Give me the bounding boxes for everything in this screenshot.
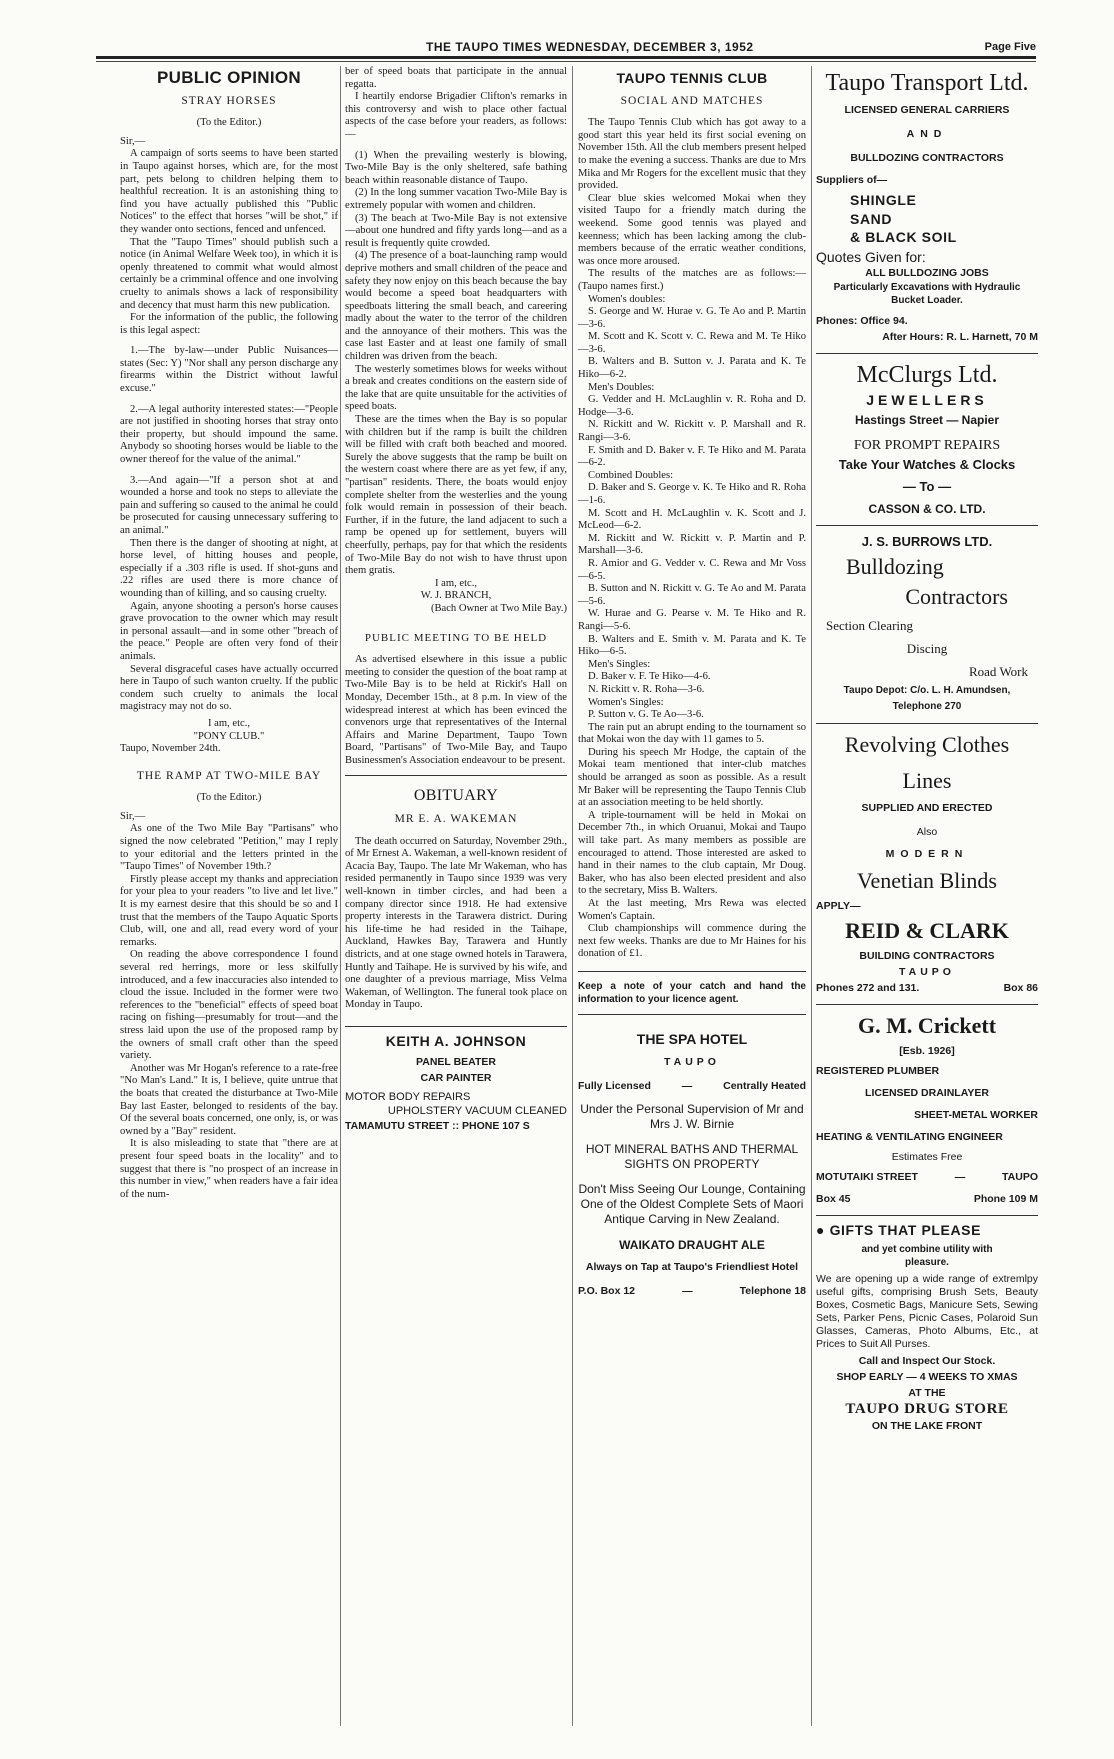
advertiser-name: McClurgs Ltd. bbox=[856, 361, 998, 388]
ad-line: SHINGLE bbox=[850, 192, 917, 208]
match-result: Combined Doubles: bbox=[588, 469, 674, 481]
match-result: Men's Singles: bbox=[588, 658, 651, 670]
match-result: N. Rickitt v. R. Roha—3-6. bbox=[588, 683, 705, 695]
salutation: Sir,— bbox=[120, 135, 146, 147]
ad-line: Estimates Free bbox=[891, 1151, 963, 1164]
match-result: P. Sutton v. G. Te Ao—3-6. bbox=[588, 709, 704, 721]
ad-line: LICENSED GENERAL CARRIERS bbox=[844, 104, 1010, 116]
ad-line: Under the Personal Supervision of Mr and Mrs J. W. Birnie bbox=[580, 1101, 804, 1131]
match-results bbox=[578, 294, 806, 722]
ad-line: After Hours: R. L. Harnett, 70 M bbox=[882, 330, 1038, 343]
obituary-heading: OBITUARY bbox=[413, 787, 499, 805]
paragraph: The rain put an abrupt ending to the tournament so that Mokai won the day with 11 games to 5. bbox=[578, 721, 806, 746]
paragraph: Firstly please accept my thanks and appreciation for your plea to your readers "to live and let live." It is my earnest desire that this should be so and I trust that the members of the Taupo Aquatic Sports Club, will, one and all, read every word of your remarks. bbox=[120, 873, 338, 948]
paragraph: 3.—And again—"If a person shot at and wounded a horse and took no steps to alleviate the pain and suffering so caused to the animal he could be prosecuted for causing unnecessary suffering to an animal." bbox=[120, 474, 338, 536]
ad-line: Particularly Excavations with Hydraulic Bucket Loader. bbox=[833, 281, 1021, 306]
letter-address: (To the Editor.) bbox=[196, 117, 262, 129]
paragraph: At the last meeting, Mrs Rewa was elected Women's Captain. bbox=[578, 898, 806, 922]
ad-line: HEATING & VENTILATING ENGINEER bbox=[816, 1131, 1003, 1144]
ad-line: CAR PAINTER bbox=[420, 1071, 492, 1084]
paragraph: Another was Mr Hogan's reference to a rate-free "No Man's Land." It is, I believe, quite untrue that the boats that created the disturbance at Two-Mile Bay last Easter, belonged to residents of the bay. Of the several boats concerned, one only, is, or was owned by a "Bay" resident. bbox=[120, 1062, 338, 1137]
ad-line: Venetian Blinds bbox=[857, 868, 997, 894]
match-result: R. Amior and G. Vedder v. C. Rewa and Mr Voss—6-5. bbox=[578, 557, 806, 582]
masthead-title: THE TAUPO TIMES WEDNESDAY, DECEMBER 3, 1952 bbox=[426, 40, 754, 54]
match-result: D. Baker v. F. Te Hiko—4-6. bbox=[588, 671, 711, 683]
signature: "PONY CLUB." bbox=[193, 730, 265, 742]
signature: W. J. BRANCH, bbox=[420, 590, 492, 602]
ad-line: AND bbox=[906, 128, 948, 140]
match-result: D. Baker and S. George v. K. Te Hiko and R. Roha—1-6. bbox=[578, 482, 806, 506]
paragraph: On reading the above correspondence I found several red herrings, more or less skilfully introduced, and a few inaccuracies also intended to cloud the issue. Included in the former were two references to the "beneficial" effects of speed boat racing on fishing—presumably for trout—and the stress laid upon the use of the proposed ramp by the owners of small craft other than the speed variety. bbox=[120, 949, 338, 1062]
ad-line: BUILDING CONTRACTORS bbox=[859, 950, 995, 963]
ad-row bbox=[578, 1078, 806, 1094]
section-heading: PUBLIC OPINION bbox=[157, 68, 301, 87]
ad-line: SHEET-METAL WORKER bbox=[914, 1109, 1038, 1122]
ad-line: Telephone 270 bbox=[892, 701, 962, 713]
ad-line: We are opening up a wide range of extremlpy useful gifts, comprising Brush Sets, Beauty Boxes, Cosmetic Bags, Manicure Sets, Sewing Sets, Parker Pens, Picnic Cases, Polaroid Sun Glasses, Cameras, Photo Albums, Etc., at Prices to Suit All Purses. bbox=[816, 1272, 1038, 1350]
paragraph: Club championships will commence during the next few weeks. Thanks are due to Mr Haines for his donation of £1. bbox=[578, 923, 806, 960]
paragraph: Several disgraceful cases have actually occurred here in Taupo of such wanton cruelty. If the public condem such cruelty to animals the local magistracy may not do so. bbox=[120, 663, 338, 713]
match-result: Men's Doubles: bbox=[588, 381, 655, 393]
ad-line: CASSON & CO. LTD. bbox=[868, 502, 986, 517]
ad-taupo-transport bbox=[816, 70, 1038, 345]
ad-line: Section Clearing bbox=[826, 618, 914, 634]
ad-line: Quotes Given for: bbox=[816, 248, 926, 265]
ad-row bbox=[816, 1169, 1038, 1185]
ad-line: Telephone 18 bbox=[739, 1284, 806, 1297]
column-letters-obituary bbox=[345, 66, 567, 1134]
match-result: B. Walters and B. Sutton v. J. Parata and K. Te Hiko—6-2. bbox=[578, 356, 806, 381]
paragraph: (1) When the prevailing westerly is blowing, Two-Mile Bay is the only sheltered, safe bathing beach within reasonable distance of Taupo. bbox=[345, 149, 567, 186]
ad-line: and yet combine utility with pleasure. bbox=[861, 1243, 993, 1268]
signoff: I am, etc., bbox=[207, 717, 251, 729]
ad-line: Phones 272 and 131. bbox=[816, 982, 920, 995]
ad-line: [Esb. 1926] bbox=[899, 1045, 955, 1058]
column-public-opinion bbox=[120, 66, 338, 1201]
ad-drug-store bbox=[816, 1224, 1038, 1433]
ad-line: Don't Miss Seeing Our Lounge, Containing One of the Oldest Complete Sets of Maori Antique Carving in New Zealand. bbox=[578, 1181, 806, 1226]
ad-line: APPLY— bbox=[816, 900, 861, 913]
ad-line: MOTUTAIKI STREET bbox=[816, 1171, 918, 1184]
paragraph: During his speech Mr Hodge, the captain of the Mokai team mentioned that inter-club matches should be arranged as soon as possible. As a result Mr Baker will be representing the Taupo Tennis Club at an association meeting to be held shortly. bbox=[578, 746, 806, 809]
ad-line: Discing bbox=[906, 641, 948, 657]
paragraph: The death occurred on Saturday, November 29th., of Mr Ernest A. Wakeman, a well-known resident of Acacia Bay, Taupo. The late Mr Wakeman, who has resided permanently in Taupo since 1939 was very well-known in timber circles, and had been a company director since 1918. He had extensive property interests in the Tarawera district. During his life-time he had resided in the Taihape, Auckland, Hawkes Bay, Tarawera and Huntly districts, and at one stage owned hotels in Tarawera, Huntly and Taihape. He is survived by his wife, and one daughter of a previous marriage, Miss Velma Wakeman, of Wellington. The funeral took place on Monday in Taupo. bbox=[345, 835, 567, 1011]
ad-line: SUPPLIED AND ERECTED bbox=[861, 802, 993, 815]
paragraph: The results of the matches are as follows:— (Taupo names first.) bbox=[578, 268, 806, 292]
ad-line: JEWELLERS bbox=[866, 391, 988, 408]
ad-line: — To — bbox=[902, 479, 952, 495]
bullet-icon: ● bbox=[816, 1222, 826, 1239]
ad-line: MOTOR BODY REPAIRS bbox=[345, 1090, 471, 1103]
ad-line: UPHOLSTERY VACUUM CLEANED bbox=[387, 1104, 567, 1117]
paragraph: I heartily endorse Brigadier Clifton's remarks in this controversy and wish to place other factual aspects of the case before your readers, as follows:— bbox=[345, 91, 567, 140]
ad-line: Phones: Office 94. bbox=[816, 314, 908, 327]
ad-line: Fully Licensed bbox=[578, 1079, 651, 1092]
ad-burrows bbox=[816, 534, 1038, 715]
section-heading: TAUPO TENNIS CLUB bbox=[616, 70, 768, 86]
letter-title: STRAY HORSES bbox=[181, 94, 277, 107]
ad-line: REGISTERED PLUMBER bbox=[816, 1065, 940, 1078]
advertiser-name: J. S. BURROWS LTD. bbox=[861, 534, 993, 550]
ad-line: Taupo Depot: C/o. L. H. Amundsen, bbox=[843, 685, 1011, 697]
ad-line: — bbox=[682, 1284, 693, 1297]
ad-line: TAUPO bbox=[664, 1055, 720, 1068]
ad-line: Contractors bbox=[905, 584, 1008, 610]
ad-line: TAUPO bbox=[1002, 1171, 1038, 1184]
ad-line: Box 45 bbox=[816, 1193, 851, 1206]
signature-note: (Bach Owner at Two Mile Bay.) bbox=[430, 602, 567, 614]
paragraph: A campaign of sorts seems to have been started in Taupo against horses, which are, for the most part, pets belong to children helping them to healthful recreation. It is an astonishing thing to find you have actually published this "Public Notices" to the effect that horses "will be shot," if they wander onto sections, fenced and unfenced. bbox=[120, 148, 338, 235]
ad-line: LICENSED DRAINLAYER bbox=[865, 1087, 989, 1100]
paragraph: As one of the Two Mile Bay "Partisans" who signed the now celebrated "Petition," may I reply to your editorial and the letters printed in the "Taupo Times" of November 19th.? bbox=[120, 823, 338, 873]
column-advertisements bbox=[816, 66, 1038, 1434]
salutation: Sir,— bbox=[120, 810, 146, 822]
ad-line: TAMAMUTU STREET :: PHONE 107 S bbox=[345, 1119, 530, 1132]
ad-line: ON THE LAKE FRONT bbox=[871, 1419, 983, 1432]
signoff: I am, etc., bbox=[434, 577, 478, 589]
article-heading: PUBLIC MEETING TO BE HELD bbox=[364, 631, 548, 644]
ad-line: TAUPO bbox=[899, 966, 955, 979]
match-result: Women's Singles: bbox=[588, 696, 664, 708]
ad-line: Road Work bbox=[968, 664, 1028, 680]
match-result: F. Smith and D. Baker v. F. Te Hiko and M. Parata—6-2. bbox=[578, 444, 806, 469]
ad-line: & BLACK SOIL bbox=[850, 229, 957, 246]
ad-line: — bbox=[954, 1171, 966, 1184]
ad-line: Always on Tap at Taupo's Friendliest Hotel bbox=[585, 1260, 799, 1273]
ad-row bbox=[816, 980, 1038, 996]
advertiser-name: THE SPA HOTEL bbox=[636, 1030, 748, 1047]
ad-row bbox=[578, 1283, 806, 1299]
ad-line: SHOP EARLY — 4 WEEKS TO XMAS bbox=[836, 1370, 1018, 1383]
paragraph: (2) In the long summer vacation Two-Mile Bay is extremely popular with women and children. bbox=[345, 187, 567, 211]
ad-line: Phone 109 M bbox=[973, 1193, 1038, 1206]
advertiser-name: TAUPO DRUG STORE bbox=[845, 1400, 1009, 1417]
match-result: B. Walters and E. Smith v. M. Parata and K. Te Hiko—6-5. bbox=[578, 633, 806, 658]
ad-keith-johnson bbox=[345, 1032, 567, 1134]
letter-address: (To the Editor.) bbox=[196, 792, 262, 804]
dateline: Taupo, November 24th. bbox=[120, 743, 221, 755]
ad-reid-clark bbox=[816, 732, 1038, 996]
masthead-rule-thin bbox=[96, 61, 1036, 62]
column-divider bbox=[340, 66, 341, 1726]
ad-line: FOR PROMPT REPAIRS bbox=[853, 438, 1001, 454]
ad-line: AT THE bbox=[908, 1386, 946, 1399]
paragraph: 1.—The by-law—under Public Nuisances—states (Sec: Y) "Nor shall any person discharge any firearms within the District without lawful excuse." bbox=[120, 345, 338, 395]
column-divider bbox=[811, 66, 812, 1726]
paragraph: ber of speed boats that participate in the annual regatta. bbox=[345, 66, 567, 90]
paragraph: As advertised elsewhere in this issue a public meeting to consider the question of the boat ramp at Two-Mile Bay is to be held at Rickit's Hall on Monday, December 15th., at 8 p.m. In view of the widespread interest at which has been evinced the convenors urge that representatives of the Internal Affairs and Marine Department, Taupo Town Board, "Partisans" of Two-Mile Bay, and Taupo Businessmen's Association endeavour to be present. bbox=[345, 654, 567, 766]
paragraph: A triple-tournament will be held in Mokai on December 7th., in which Oruanui, Mokai and Taupo will take part. As many members as possible are encouraged to attend. Those interested are asked to hand in their names to the club captain, Mr Doug. Baker, who has also been elected president and also to the secretary, Miss B. Walters. bbox=[578, 809, 806, 897]
ad-line: Centrally Heated bbox=[723, 1079, 806, 1092]
paragraph: It is also misleading to state that "there are at present four speed boats in the locality" and to suggest that there is "no prospect of an increase in this number in view," when readers have a fair idea of the num- bbox=[120, 1138, 338, 1200]
advertiser-name: REID & CLARK bbox=[845, 918, 1009, 944]
ad-crickett bbox=[816, 1013, 1038, 1207]
ad-heading bbox=[816, 1224, 1038, 1237]
match-result: B. Sutton and N. Rickitt v. G. Te Ao and M. Parata—5-6. bbox=[578, 583, 806, 607]
paragraph: These are the times when the Bay is so popular with children but if the ramp is built the children will be filled with craft both beached and moored. Surely the above suggests that the ramp be built on the western coast where there are as yet few, if any, "partisan" residents. There, the boats would enjoy complete shelter from the westerlies and the young folk would remain in possession of their beach. Further, if in the future, the land adjacent to such a ramp be opened up for settlement, buyers will cheerfully, perhaps, pay for that which the residents of Two-Mile Bay do not wish to have thrust upon them gratis. bbox=[345, 414, 567, 577]
match-result: M. Rickitt and W. Rickitt v. P. Martin and P. Marshall—3-6. bbox=[578, 532, 806, 557]
paragraph: Then there is the danger of shooting at night, at horse level, of hitting houses and people, especially if a .303 rifle is used. If shot-guns and .22 rifles are used there is more chance of wounding than of killing, and so causing cruelty. bbox=[120, 537, 338, 599]
ad-line: SAND bbox=[850, 210, 893, 227]
paragraph: The westerly sometimes blows for weeks without a break and creates conditions on the eastern side of the lake that are quite unsuitable for the activities of speed boats. bbox=[345, 363, 567, 413]
ad-line: Lines bbox=[902, 768, 952, 794]
advertiser-name: G. M. Crickett bbox=[857, 1013, 997, 1039]
ad-line: — bbox=[681, 1079, 693, 1092]
ad-line: HOT MINERAL BATHS AND THERMAL SIGHTS ON PROPERTY bbox=[585, 1141, 799, 1171]
notice-keep-note: Keep a note of your catch and hand the information to your licence agent. bbox=[578, 980, 806, 1005]
ad-line: BULLDOZING CONTRACTORS bbox=[850, 152, 1004, 164]
match-result: M. Scott and H. McLaughlin v. K. Scott and J. McLeod—6-2. bbox=[578, 507, 806, 532]
match-result: N. Rickitt and W. Rickitt v. P. Marshall and R. Rangi—3-6. bbox=[578, 419, 806, 444]
column-tennis-club bbox=[578, 66, 806, 1299]
article-subheading: SOCIAL AND MATCHES bbox=[620, 94, 764, 107]
paragraph: 2.—A legal authority interested states:—"People are not justified in shooting horses that stray onto their property, but should impound the same. Anybody so shooting horses would be liable to the owner thereof for the value of the animal." bbox=[120, 403, 338, 466]
ad-line: WAIKATO DRAUGHT ALE bbox=[619, 1237, 765, 1252]
ad-line: Box 86 bbox=[1003, 982, 1038, 995]
masthead-rule bbox=[96, 56, 1036, 59]
match-result: W. Hurae and G. Pearse v. M. Te Hiko and R. Rangi—5-6. bbox=[578, 608, 806, 632]
ad-line: Bulldozing bbox=[846, 554, 944, 580]
ad-line: Call and Inspect Our Stock. bbox=[858, 1354, 996, 1367]
ad-line: P.O. Box 12 bbox=[578, 1284, 636, 1297]
letter-title: THE RAMP AT TWO-MILE BAY bbox=[136, 769, 322, 782]
advertiser-name: Taupo Transport Ltd. bbox=[825, 70, 1029, 96]
page-number: Page Five bbox=[984, 41, 1036, 53]
paragraph: That the "Taupo Times" should publish such a notice (in Animal Welfare Week too), in which it is openly threatened to commit what would almost certainly be a crimminal offence and one involving cruelty to animals shows a lack of responsibility and decency that must harm this new publication. bbox=[120, 236, 338, 311]
ad-spa-hotel bbox=[578, 1030, 806, 1299]
ad-line: Revolving Clothes bbox=[844, 732, 1010, 758]
paragraph: For the information of the public, the following is this legal aspect: bbox=[120, 312, 338, 336]
paragraph: Again, anyone shooting a person's horse causes grave provocation to the owner which may result in personal assault—and in some other "breach of the peace." People are often very fond of their animals. bbox=[120, 600, 338, 662]
obituary-subject: MR E. A. WAKEMAN bbox=[394, 813, 518, 826]
paragraph: (4) The presence of a boat-launching ramp would deprive mothers and small children of the peace and safety they now enjoy on this beach because the bay would become a speed boat headquarters with speedboats littering the small beach, and careering madly about the water to the terror of the children and the annoyance of their mothers. This was the case last Easter and at least one family of small children was driven from the beach. bbox=[345, 250, 567, 363]
ad-line: MODERN bbox=[885, 848, 969, 861]
ad-line: ALL BULLDOZING JOBS bbox=[865, 266, 989, 279]
ad-line: GIFTS THAT PLEASE bbox=[829, 1222, 982, 1239]
paragraph: (3) The beach at Two-Mile Bay is not extensive—about one hundred and fifty yards long—and as a result is frequently quite crowded. bbox=[345, 212, 567, 249]
paragraph: Clear blue skies welcomed Mokai when they visited Taupo for a friendly match during the weekend. Some good tennis was played and keenness; which has been lacking among the club-members because of the erratic weather conditions, was once more aroused. bbox=[578, 192, 806, 267]
ad-line: Also bbox=[916, 826, 938, 839]
advertiser-name: KEITH A. JOHNSON bbox=[385, 1032, 527, 1049]
ad-line: PANEL BEATER bbox=[416, 1055, 496, 1068]
ad-mcclurgs bbox=[816, 362, 1038, 518]
ad-line: Suppliers of— bbox=[816, 174, 888, 186]
match-result: Women's doubles: bbox=[588, 293, 666, 305]
match-result: G. Vedder and H. McLaughlin v. R. Roha and D. Hodge—3-6. bbox=[578, 394, 806, 418]
ad-row bbox=[816, 1191, 1038, 1207]
ad-line: Hastings Street — Napier bbox=[854, 413, 1000, 428]
match-result: M. Scott and K. Scott v. C. Rewa and M. Te Hiko—3-6. bbox=[578, 331, 806, 355]
column-divider bbox=[572, 66, 573, 1726]
match-result: S. George and W. Hurae v. G. Te Ao and P. Martin—3-6. bbox=[578, 306, 806, 330]
paragraph: The Taupo Tennis Club which has got away to a good start this year held its first social evening on November 15th. All the club members present helped to make the evening a success. Thanks are due to Mrs Mika and Mr Rogers for the excellent music that they provided. bbox=[578, 117, 806, 192]
ad-line: Take Your Watches & Clocks bbox=[838, 457, 1016, 473]
